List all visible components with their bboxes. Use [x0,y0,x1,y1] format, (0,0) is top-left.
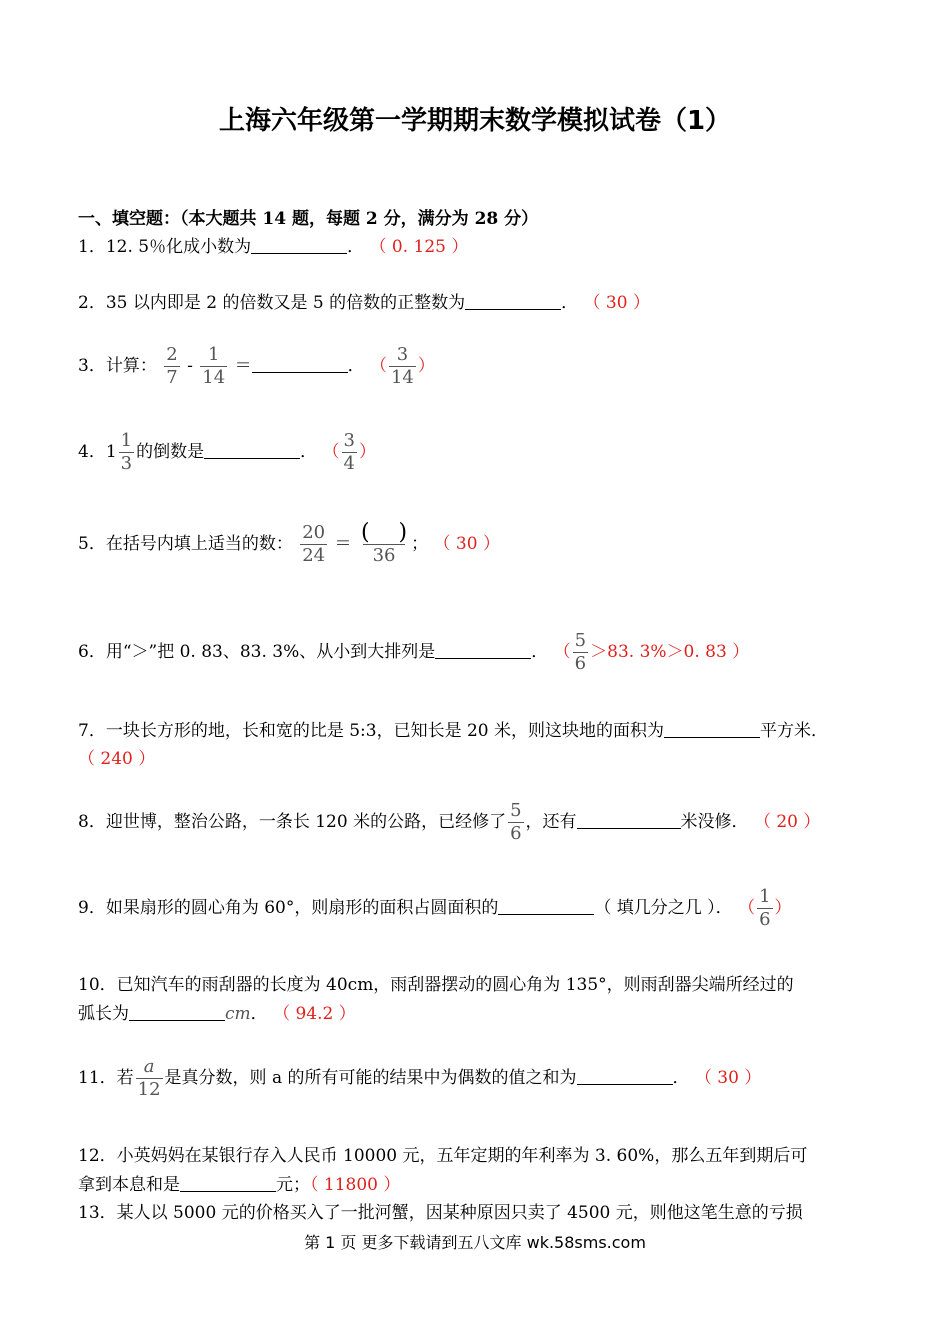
answer-blank [577,1068,673,1085]
question-7: 7．一块长方形的地，长和宽的比是 5:3，已知长是 20 米，则这块地的面积为 平方米． [78,721,829,741]
question-2: 2．35 以内即是 2 的倍数又是 5 的倍数的正整数为 ． （ 30 ） [78,293,650,313]
section-heading: 一、填空题：（本大题共 14 题，每题 2 分，满分为 28 分） [78,209,539,229]
answer: （ 0. 125 ） [369,237,469,257]
question-7-answer: （ 240 ） [78,749,156,769]
answer: （ 20 ） [753,812,821,832]
answer-blank [465,293,561,310]
answer: （ $\frac{1}{6}$ ） [738,886,792,930]
question-12-line2: 拿到本息和是 元；（ 11800 ） [78,1175,401,1195]
answer-blank [251,237,347,254]
fraction: $\frac{1}{14}$ [202,344,226,388]
question-4: 4．1 $\frac{1}{3}$ 的倒数是 ． （ $\frac{3}{4}$ ） [78,430,376,474]
question-10: 10．已知汽车的雨刮器的长度为 40cm，雨刮器摆动的圆心角为 135°，则雨刮器尖端所经过的 [78,975,794,995]
answer-blank [204,442,300,459]
question-13: 13．某人以 5000 元的价格买入了一批河蟹，因某种原因只卖了 4500 元，则他这笔生意的亏损 [78,1203,803,1223]
page-title: 上海六年级第一学期期末数学模拟试卷（1） [218,106,732,136]
fraction: $\frac{1}{3}$ [120,430,133,474]
question-12: 12．小英妈妈在某银行存入人民币 10000 元，五年定期的年利率为 3. 60%，那么五年到期后可 [78,1146,808,1166]
question-3: 3．计算： $\frac{2}{7}$ - $\frac{1}{14}$ ＝ ． （ $\frac{3}{14}$ ） [78,344,435,388]
answer-blank [180,1175,276,1192]
answer-blank [498,898,594,915]
answer-blank [577,812,681,829]
question-5: 5．在括号内填上适当的数： $\frac{20}{24}$ ＝ $\frac{( )}{36}$ ； （ 30 ） [78,520,500,566]
answer: （ 30 ） [694,1068,762,1088]
answer: （ 30 ） [433,534,500,554]
fraction: $\frac{20}{24}$ [302,522,326,566]
fraction: $\frac{2}{7}$ [166,344,178,388]
question-6: 6．用“＞”把 0. 83、83. 3%、从小到大排列是 ． （ $\frac{5}{6}$ ＞83. 3%＞0. 83 ） [78,630,750,674]
answer: （ 94.2 ） [273,1004,356,1024]
answer: （ 30 ） [583,293,650,313]
answer: （ $\frac{5}{6}$ ＞83. 3%＞0. 83 ） [553,630,750,674]
question-11: 11．若 $\frac{a}{12}$ 是真分数，则 a 的所有可能的结果中为偶数的值之和为 ． （ 30 ） [78,1056,762,1100]
answer-blank [129,1004,225,1021]
answer-blank [435,642,531,659]
answer-blank [252,356,348,373]
answer: （ $\frac{3}{14}$ ） [369,344,435,388]
question-10-line2: 弧长为 cm． （ 94.2 ） [78,1004,356,1024]
answer-blank [664,721,760,738]
answer: （ 11800 ） [310,1175,401,1195]
fraction-blank: $\frac{( )}{36}$ [360,520,408,566]
question-1: 1．12. 5％化成小数为 ． （ 0. 125 ） [78,237,469,257]
question-9: 9．如果扇形的圆心角为 60°，则扇形的面积占圆面积的 （ 填几分之几 ）． （ $\frac{1}{6}$ ） [78,886,792,930]
page-footer: 第 1 页 更多下载请到五八文库 wk.58sms.com [304,1233,646,1252]
question-8: 8．迎世博，整治公路，一条长 120 米的公路，已经修了 $\frac{5}{6}$ ，还有 米没修． （ 20 ） [78,800,821,844]
answer: （ $\frac{3}{4}$ ） [322,430,376,474]
fraction: $\frac{5}{6}$ [510,800,522,844]
fraction: $\frac{a}{12}$ [137,1056,161,1100]
